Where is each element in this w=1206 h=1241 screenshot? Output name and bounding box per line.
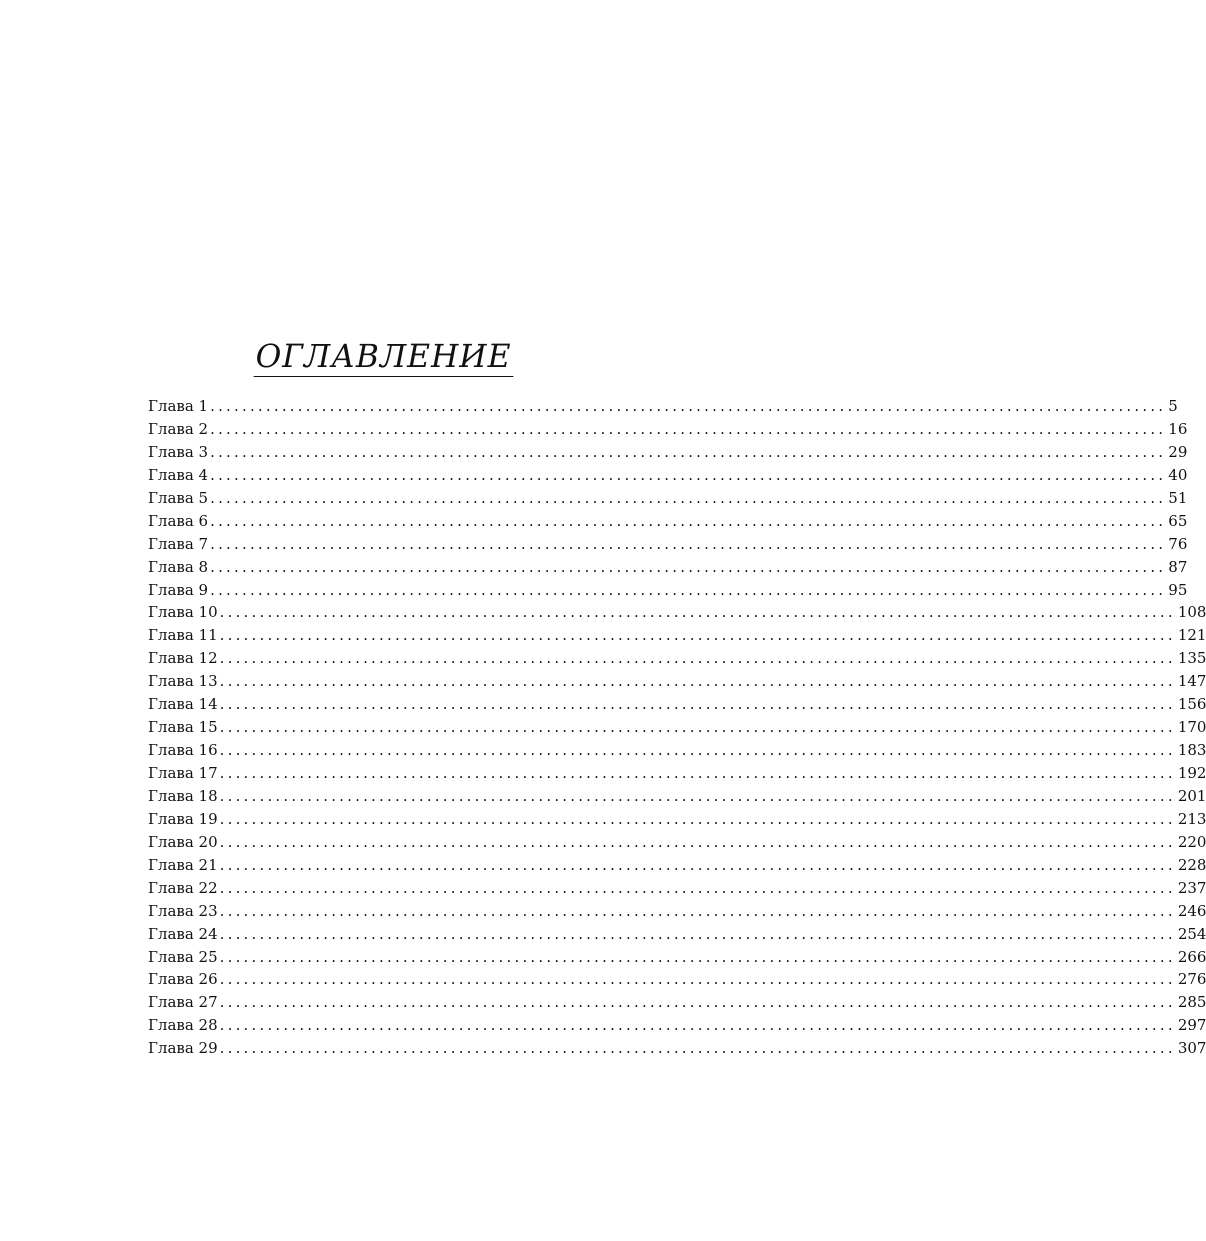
toc-dot-leader: ........................................................................................................................: [219, 741, 1176, 760]
toc-entry[interactable]: [148, 785, 1206, 808]
toc-dot-leader: ........................................................................................................................: [219, 764, 1176, 782]
toc-heading: [0, 336, 768, 377]
toc-entry-label: Глава 27: [148, 993, 218, 1012]
toc-entry-label: Глава 16: [148, 741, 218, 760]
toc-entry[interactable]: [148, 395, 1178, 418]
toc-dot-leader: ........................................................................................................................: [219, 1039, 1176, 1058]
toc-entry[interactable]: [148, 739, 1206, 762]
toc-entry-page-number: 16: [1168, 419, 1188, 438]
toc-entry-page-number: 183: [1177, 741, 1206, 760]
toc-entry-label: Глава 3: [148, 442, 209, 461]
toc-entry-label: Глава 17: [148, 764, 218, 782]
toc-entry-label: Глава 18: [148, 786, 218, 805]
toc-entry-page-number: 40: [1168, 465, 1188, 484]
toc-entry-label: Глава 4: [148, 465, 209, 484]
toc-dot-leader: ........................................................................................................................: [219, 649, 1176, 668]
toc-dot-leader: ........................................................................................................................: [210, 465, 1167, 484]
toc-dot-leader: ........................................................................................................................: [210, 442, 1167, 461]
toc-entry[interactable]: [148, 991, 1206, 1014]
toc-entry[interactable]: [148, 647, 1206, 670]
toc-entry-label: Глава 7: [148, 534, 209, 553]
toc-entry-label: Глава 6: [148, 511, 209, 530]
toc-entry[interactable]: [148, 556, 1188, 579]
toc-heading-text: ОГЛАВЛЕНИЕ: [256, 337, 512, 375]
toc-entry[interactable]: [148, 762, 1206, 785]
toc-entry-page-number: 108: [1177, 603, 1206, 622]
toc-entry-label: Глава 12: [148, 649, 218, 668]
toc-entry-page-number: 228: [1177, 855, 1206, 874]
toc-entry[interactable]: [148, 946, 1206, 969]
toc-dot-leader: ........................................................................................................................: [210, 419, 1167, 438]
toc-entry-page-number: 266: [1177, 947, 1206, 966]
toc-dot-leader: ........................................................................................................................: [219, 809, 1176, 828]
toc-dot-leader: ........................................................................................................................: [219, 1016, 1176, 1035]
toc-entry[interactable]: [148, 464, 1188, 487]
toc-dot-leader: ........................................................................................................................: [219, 855, 1176, 874]
toc-entry-label: Глава 13: [148, 672, 218, 691]
toc-entry-page-number: 213: [1177, 809, 1206, 828]
toc-entry[interactable]: [148, 877, 1206, 900]
toc-entry-page-number: 51: [1168, 488, 1188, 507]
toc-entry[interactable]: [148, 716, 1206, 739]
toc-entry-label: Глава 2: [148, 419, 209, 438]
toc-entry[interactable]: [148, 923, 1206, 946]
toc-entry-label: Глава 11: [148, 626, 218, 645]
toc-entry-label: Глава 25: [148, 947, 218, 966]
toc-entry[interactable]: [148, 418, 1188, 441]
toc-entry-page-number: 297: [1177, 1016, 1206, 1035]
toc-dot-leader: ........................................................................................................................: [210, 488, 1167, 507]
toc-entry[interactable]: [148, 693, 1206, 716]
toc-entry-page-number: 254: [1177, 924, 1206, 943]
toc-dot-leader: ........................................................................................................................: [219, 672, 1176, 691]
toc-dot-leader: ........................................................................................................................: [219, 970, 1176, 989]
toc-entry[interactable]: [148, 533, 1188, 556]
toc-entry[interactable]: [148, 1014, 1206, 1037]
toc-dot-leader: ........................................................................................................................: [219, 718, 1176, 737]
toc-dot-leader: ........................................................................................................................: [210, 534, 1167, 553]
toc-entry-label: Глава 24: [148, 924, 218, 943]
toc-entry-page-number: 192: [1177, 764, 1206, 782]
toc-entry-page-number: 237: [1177, 878, 1206, 897]
toc-entry-page-number: 65: [1168, 511, 1188, 530]
toc-entry-label: Глава 21: [148, 855, 218, 874]
toc-dot-leader: ........................................................................................................................: [210, 580, 1167, 599]
toc-entry-page-number: 147: [1177, 672, 1206, 691]
toc-entry-page-number: 29: [1168, 442, 1188, 461]
toc-dot-leader: ........................................................................................................................: [219, 924, 1176, 943]
toc-entry-label: Глава 14: [148, 695, 218, 714]
toc-entry[interactable]: [148, 579, 1188, 602]
toc-entry-page-number: 156: [1177, 695, 1206, 714]
toc-entry[interactable]: [148, 601, 1206, 624]
toc-dot-leader: ........................................................................................................................: [219, 626, 1176, 645]
toc-entry-page-number: 246: [1177, 901, 1206, 920]
toc-dot-leader: ........................................................................................................................: [210, 397, 1167, 415]
toc-entry-label: Глава 19: [148, 809, 218, 828]
toc-dot-leader: ........................................................................................................................: [219, 993, 1176, 1012]
toc-dot-leader: ........................................................................................................................: [219, 878, 1176, 897]
toc-entry[interactable]: [148, 441, 1188, 464]
toc-entry[interactable]: [148, 624, 1206, 647]
toc-entry-label: Глава 1: [148, 397, 209, 415]
toc-entry-label: Глава 15: [148, 718, 218, 737]
toc-dot-leader: ........................................................................................................................: [219, 695, 1176, 714]
toc-entry-page-number: 121: [1177, 626, 1206, 645]
toc-dot-leader: ........................................................................................................................: [210, 511, 1167, 530]
toc-dot-leader: ........................................................................................................................: [219, 832, 1176, 851]
toc-dot-leader: ........................................................................................................................: [219, 947, 1176, 966]
toc-entry[interactable]: [148, 510, 1188, 533]
toc-entry-label: Глава 28: [148, 1016, 218, 1035]
toc-entry[interactable]: [148, 831, 1206, 854]
toc-entry-page-number: 135: [1177, 649, 1206, 668]
toc-entry[interactable]: [148, 487, 1188, 510]
toc-entry[interactable]: [148, 1037, 1206, 1060]
toc-entry-label: Глава 29: [148, 1039, 218, 1058]
toc-entry-label: Глава 23: [148, 901, 218, 920]
toc-entry-page-number: 95: [1168, 580, 1188, 599]
table-of-contents: [148, 395, 1206, 1060]
toc-entry[interactable]: [148, 900, 1206, 923]
toc-dot-leader: ........................................................................................................................: [219, 901, 1176, 920]
toc-entry-page-number: 87: [1168, 557, 1188, 576]
toc-dot-leader: ........................................................................................................................: [219, 603, 1176, 622]
toc-entry-page-number: 285: [1177, 993, 1206, 1012]
toc-entry-page-number: 5: [1168, 397, 1178, 415]
toc-entry-label: Глава 10: [148, 603, 218, 622]
toc-entry[interactable]: [148, 670, 1206, 693]
toc-entry-label: Глава 8: [148, 557, 209, 576]
toc-entry-page-number: 220: [1177, 832, 1206, 851]
toc-dot-leader: ........................................................................................................................: [219, 786, 1176, 805]
toc-entry[interactable]: [148, 854, 1206, 877]
toc-entry-label: Глава 9: [148, 580, 209, 599]
toc-entry[interactable]: [148, 808, 1206, 831]
toc-dot-leader: ........................................................................................................................: [210, 557, 1167, 576]
toc-entry[interactable]: [148, 968, 1206, 991]
toc-entry-page-number: 307: [1177, 1039, 1206, 1058]
toc-entry-label: Глава 22: [148, 878, 218, 897]
toc-entry-label: Глава 26: [148, 970, 218, 989]
toc-entry-page-number: 201: [1177, 786, 1206, 805]
toc-entry-page-number: 276: [1177, 970, 1206, 989]
toc-entry-label: Глава 5: [148, 488, 209, 507]
toc-entry-label: Глава 20: [148, 832, 218, 851]
toc-entry-page-number: 170: [1177, 718, 1206, 737]
toc-entry-page-number: 76: [1168, 534, 1188, 553]
